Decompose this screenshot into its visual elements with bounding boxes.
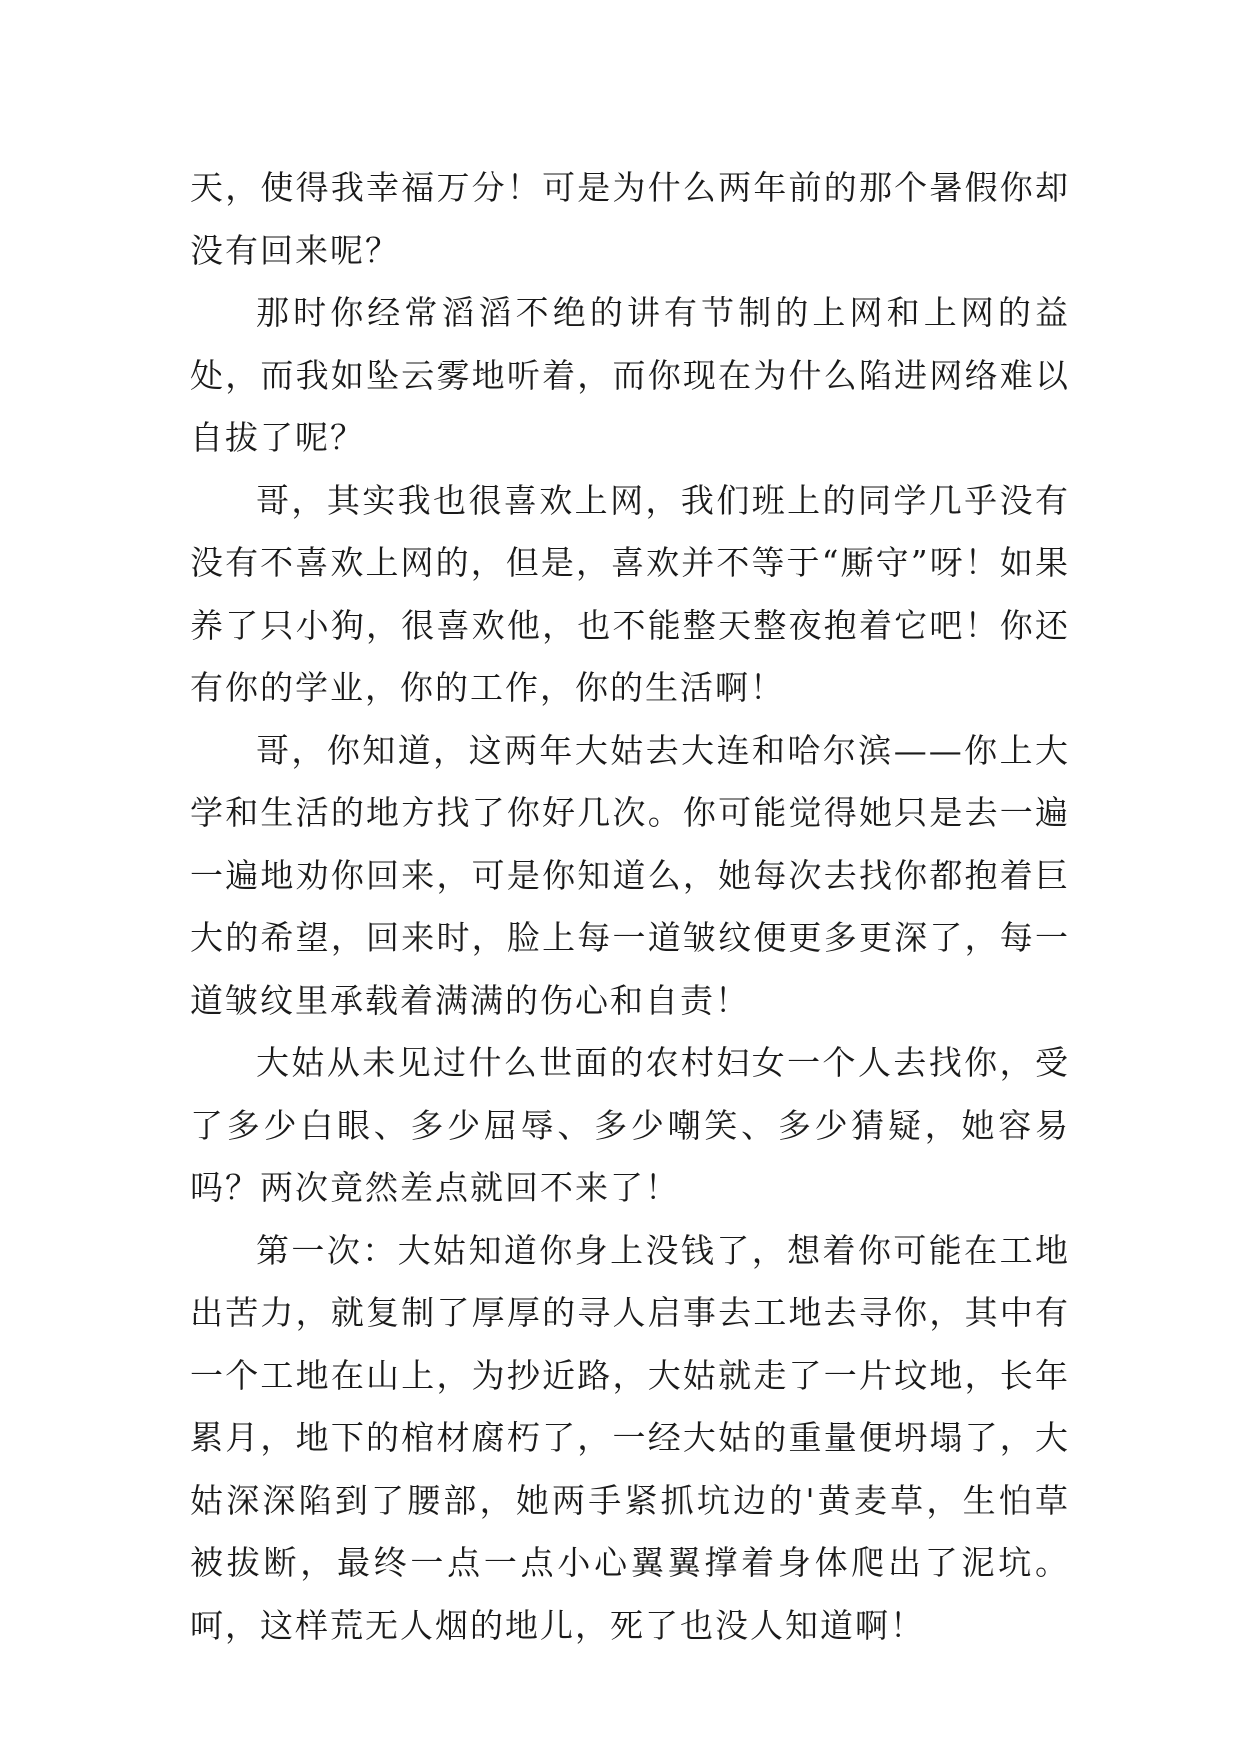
paragraph-5: 大姑从未见过什么世面的农村妇女一个人去找你，受了多少白眼、多少屈辱、多少嘲笑、多少猜疑，她容易吗？两次竟然差点就回不来了！ [190, 1043, 1070, 1207]
paragraph-1: 天，使得我幸福万分！可是为什么两年前的那个暑假你却没有回来呢？ [190, 168, 1070, 270]
paragraph-6: 第一次：大姑知道你身上没钱了，想着你可能在工地出苦力，就复制了厚厚的寻人启事去工地去寻你，其中有一个工地在山上，为抄近路，大姑就走了一片坟地，长年累月，地下的棺材腐朽了，一经大姑的重量便坍塌了，大姑深深陷到了腰部，她两手紧抓坑边的'黄麦草，生怕草被拔断，最终一点一点小心翼翼撑着身体爬出了泥坑。呵，这样荒无人烟的地儿，死了也没人知道啊！ [190, 1230, 1070, 1645]
paragraph-2: 那时你经常滔滔不绝的讲有节制的上网和上网的益处，而我如坠云雾地听着，而你现在为什么陷进网络难以自拔了呢？ [190, 293, 1070, 457]
paragraph-3: 哥，其实我也很喜欢上网，我们班上的同学几乎没有没有不喜欢上网的，但是，喜欢并不等于“厮守”呀！如果养了只小狗，很喜欢他，也不能整天整夜抱着它吧！你还有你的学业，你的工作，你的生活啊！ [190, 480, 1070, 707]
document-body [190, 157, 1070, 1657]
paragraph-4: 哥，你知道，这两年大姑去大连和哈尔滨——你上大学和生活的地方找了你好几次。你可能觉得她只是去一遍一遍地劝你回来，可是你知道么，她每次去找你都抱着巨大的希望，回来时，脸上每一道皱纹便更多更深了，每一道皱纹里承载着满满的伤心和自责！ [190, 730, 1070, 1020]
